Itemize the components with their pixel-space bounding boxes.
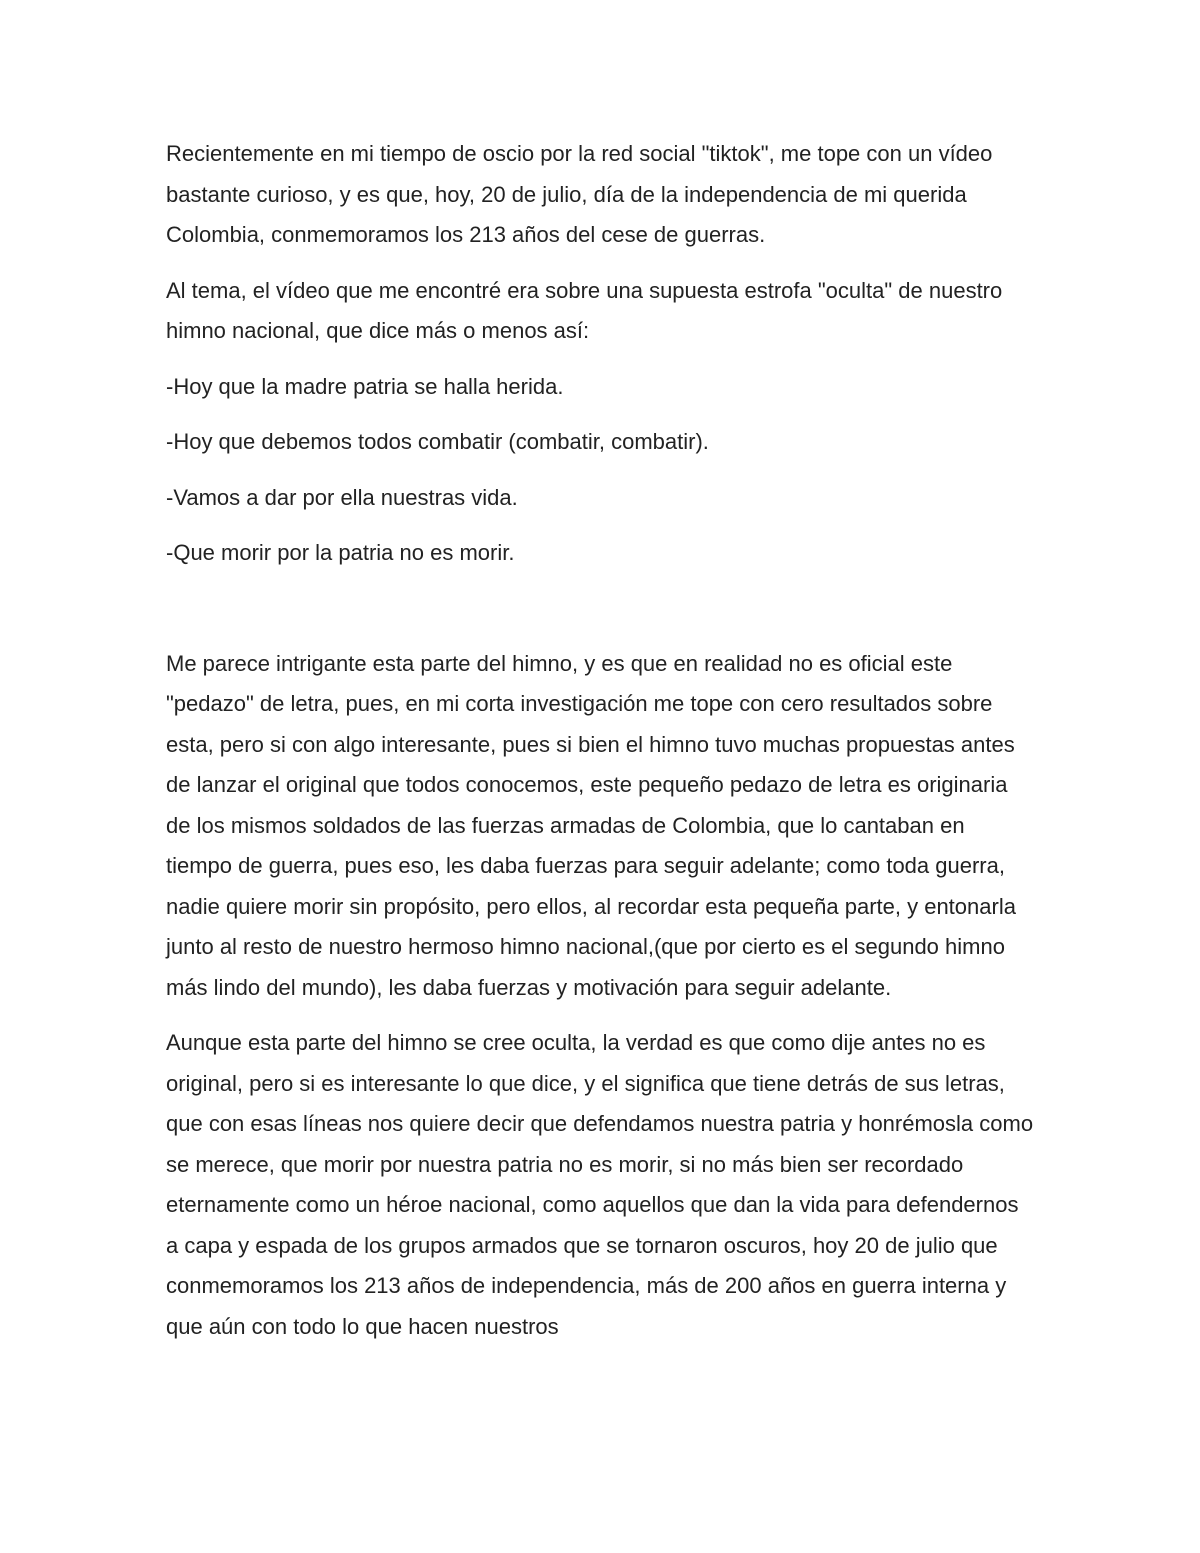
paragraph-analysis: Me parece intrigante esta parte del himno, y es que en realidad no es oficial este "pedazo" de letra, pues, en mi corta investigación me tope con cero resultados sobre esta, pero si con algo interesante, pues si bien el himno tuvo muchas propuestas antes de lanzar el original que todos conocemos, este pequeño pedazo de letra es originaria de los mismos soldados de las fuerzas armadas de Colombia, que lo cantaban en tiempo de guerra, pues eso, les daba fuerzas para seguir adelante; como toda guerra, nadie quiere morir sin propósito, pero ellos, al recordar esta pequeña parte, y entonarla junto al resto de nuestro hermoso himno nacional,(que por cierto es el segundo himno más lindo del mundo), les daba fuerzas y motivación para seguir adelante. <box>166 650 1016 1000</box>
paragraph-topic: Al tema, el vídeo que me encontré era sobre una supuesta estrofa "oculta" de nuestro himno nacional, que dice más o menos así: <box>166 277 1003 343</box>
paragraph-intro: Recientemente en mi tiempo de oscio por la red social "tiktok", me tope con un vídeo bastante curioso, y es que, hoy, 20 de julio, día de la independencia de mi querida Colombia, conmemoramos los 213 años del cese de guerras. <box>166 141 993 247</box>
verse-line-4: -Que morir por la patria no es morir. <box>166 540 515 565</box>
verse-line-2: -Hoy que debemos todos combatir (combatir, combatir). <box>166 429 709 454</box>
document-body <box>166 134 1036 1362</box>
verse-line-3: -Vamos a dar por ella nuestras vida. <box>166 484 518 510</box>
paragraph-conclusion: Aunque esta parte del himno se cree oculta, la verdad es que como dije antes no es original, pero si es interesante lo que dice, y el significa que tiene detrás de sus letras, que con esas líneas nos quiere decir que defendamos nuestra patria y honrémosla como se merece, que morir por nuestra patria no es morir, si no más bien ser recordado eternamente como un héroe nacional, como aquellos que dan la vida para defendernos a capa y espada de los grupos armados que se tornaron oscuros, hoy 20 de julio que conmemoramos los 213 años de independencia, más de 200 años en guerra interna y que aún con todo lo que hacen nuestros <box>166 1030 1034 1339</box>
verse-line-1: -Hoy que la madre patria se halla herida. <box>166 373 564 399</box>
